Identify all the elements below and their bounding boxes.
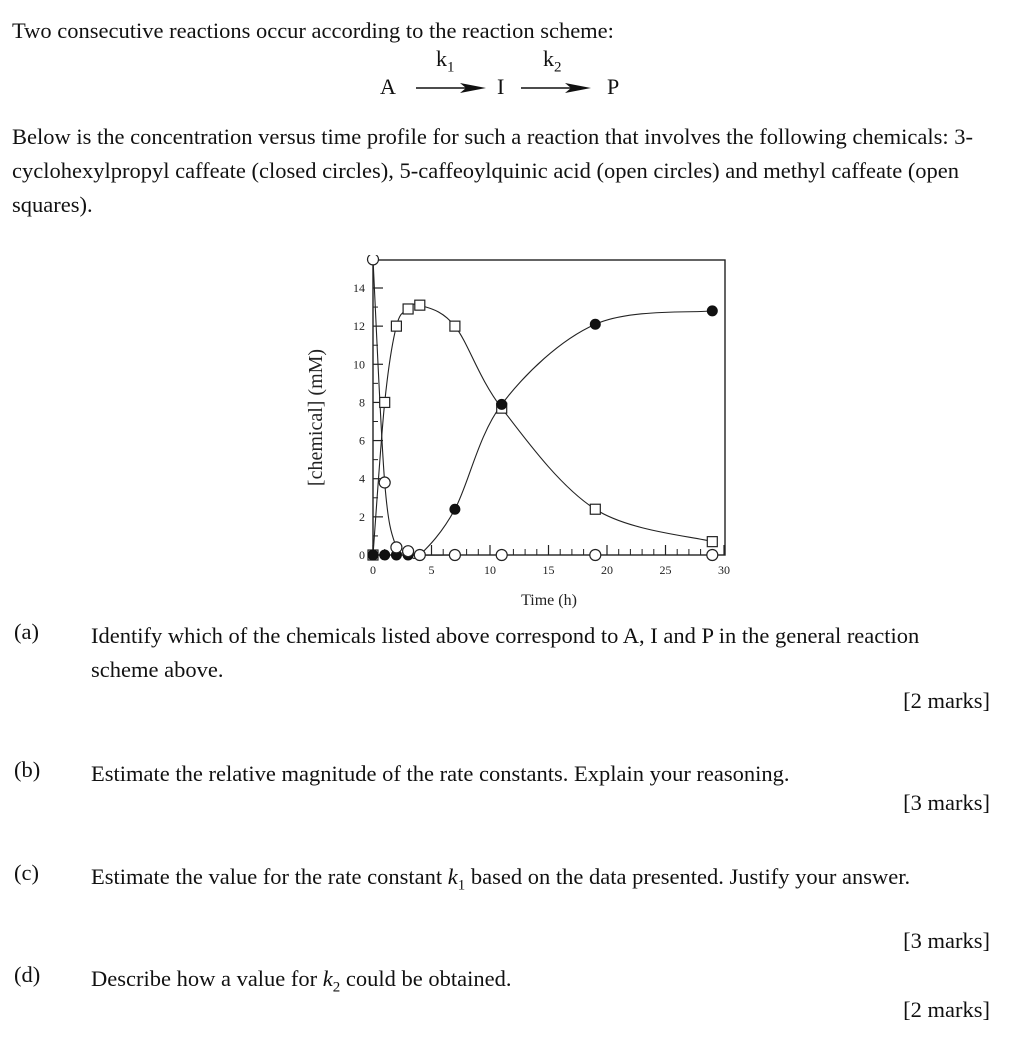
y-tick-label: 4 [359, 471, 365, 486]
question-d-marks: [2 marks] [903, 997, 990, 1022]
open-circle-point [391, 542, 402, 553]
open-circle-point [449, 550, 460, 561]
x-tick-label: 5 [428, 563, 435, 577]
open-circle-point [368, 255, 379, 265]
x-tick-label: 25 [659, 563, 672, 577]
y-tick-label: 6 [359, 433, 365, 448]
description-text: Below is the concentration versus time profile for such a reaction that involves the following chemicals: 3-cyclohexylpropyl caffeate (closed circles), 5-caffeoylquinic acid (open circles) and methyl caffeate (open squares). [12, 124, 973, 217]
arrow-1-icon [416, 82, 486, 94]
series-line-1 [373, 311, 712, 559]
open-circle-point [496, 550, 507, 561]
question-b-marks: [3 marks] [903, 790, 990, 815]
open-square-point [415, 300, 425, 310]
open-square-point [391, 321, 401, 331]
open-square-point [380, 397, 390, 407]
open-circle-point [403, 546, 414, 557]
arrow-2-icon [521, 82, 591, 94]
open-circle-point [379, 477, 390, 488]
question-b-label: (b) [14, 757, 41, 782]
open-square-point [403, 304, 413, 314]
open-circle-point [590, 550, 601, 561]
open-circle-point [707, 550, 718, 561]
species-a: A [380, 74, 396, 99]
open-circle-point [414, 550, 425, 561]
concentration-time-chart [290, 255, 750, 625]
filled-circle-point [368, 550, 378, 560]
series-line-3 [373, 304, 712, 555]
question-a-label: (a) [14, 619, 39, 644]
y-tick-label: 8 [359, 395, 365, 410]
reaction-scheme [380, 46, 640, 106]
k2-label: $k_2$ [543, 46, 562, 76]
filled-circle-point [707, 306, 717, 316]
y-tick-label: 0 [359, 548, 365, 562]
intro-text: Two consecutive reactions occur according to the reaction scheme: [12, 18, 614, 43]
y-axis-label: [chemical] (mM) [305, 348, 327, 487]
question-d-label: (d) [14, 962, 41, 987]
question-b-text: Estimate the relative magnitude of the rate constants. Explain your reasoning. [91, 761, 790, 786]
y-tick-label: 2 [359, 509, 365, 524]
x-tick-label: 15 [542, 563, 555, 577]
question-c-label: (c) [14, 860, 39, 885]
y-tick-label: 12 [353, 319, 365, 334]
plot-frame [373, 260, 725, 555]
x-tick-label: 30 [718, 563, 730, 577]
x-tick-label: 20 [601, 563, 613, 577]
question-a-marks: [2 marks] [903, 688, 990, 713]
x-tick-label: 0 [370, 563, 376, 577]
y-tick-label: 14 [353, 281, 365, 295]
x-axis-label: Time (h) [521, 592, 577, 609]
open-square-point [590, 504, 600, 514]
question-a-text: Identify which of the chemicals listed above correspond to A, I and P in the general reaction scheme above. [91, 623, 920, 682]
open-square-point [707, 537, 717, 547]
question-c-marks: [3 marks] [903, 928, 990, 953]
y-tick-label: 10 [353, 357, 365, 372]
filled-circle-point [497, 399, 507, 409]
species-i: I [497, 74, 505, 99]
open-square-point [450, 321, 460, 331]
species-p: P [607, 74, 620, 99]
x-tick-label: 10 [484, 563, 496, 577]
k1-label: $k_1$ [436, 46, 455, 76]
filled-circle-point [380, 550, 390, 560]
question-c-text: Estimate the value for the rate constant $k_1$ based on the data presented. Justify your answer. [91, 864, 911, 894]
filled-circle-point [450, 504, 460, 514]
filled-circle-point [590, 319, 600, 329]
question-d-text: Describe how a value for $k_2$ could be obtained. [91, 966, 512, 996]
